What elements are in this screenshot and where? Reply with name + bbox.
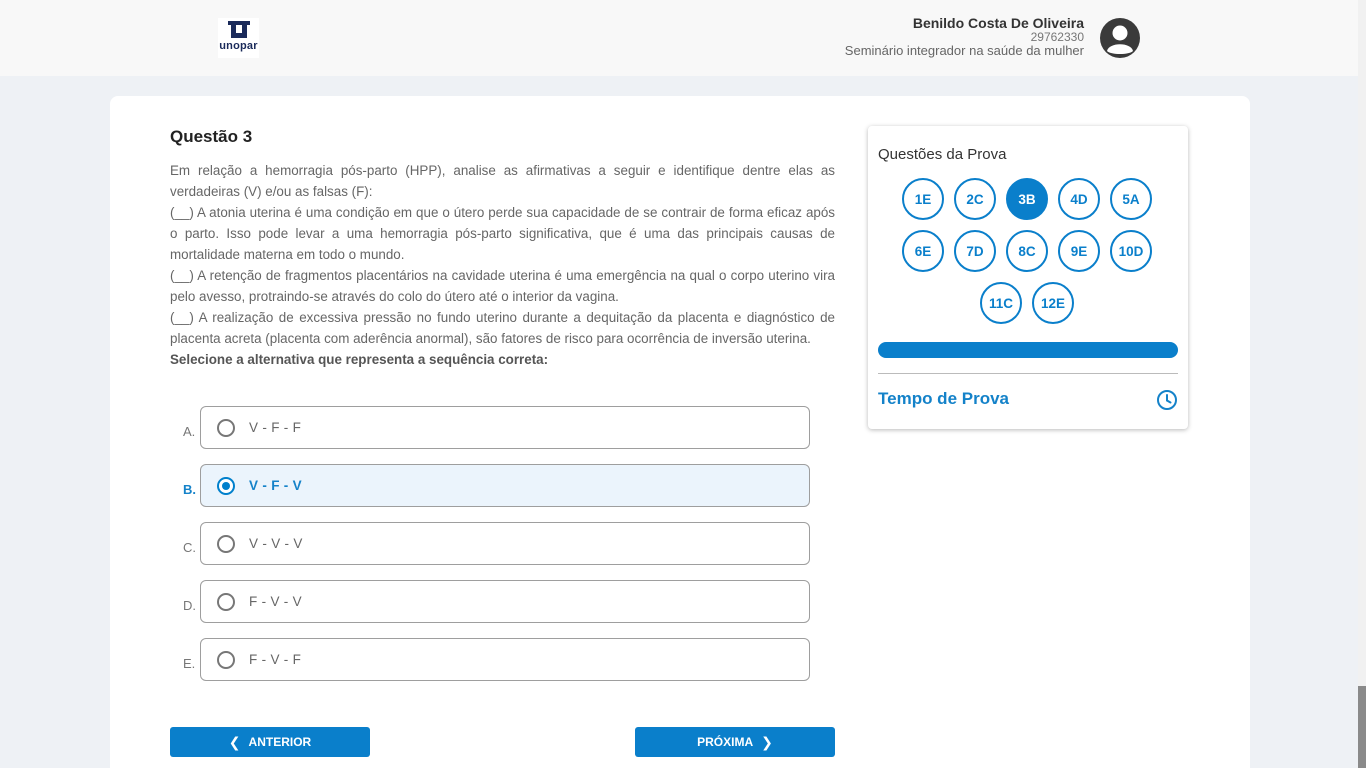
- option-d-text: F - V - V: [249, 594, 302, 609]
- user-avatar-icon[interactable]: [1100, 18, 1140, 58]
- panel-divider: [878, 373, 1178, 374]
- option-e-text: F - V - F: [249, 652, 302, 667]
- question-nav-8[interactable]: 8C: [1006, 230, 1048, 272]
- option-letter-b: B.: [183, 482, 196, 497]
- question-paragraph: (__) A retenção de fragmentos placentários na cavidade uterina é uma emergência na qual o corpo uterino vira pelo avesso, protraindo-se através do colo do útero até o interior da vagina.: [170, 268, 835, 304]
- option-a-text: V - F - F: [249, 420, 302, 435]
- top-bar: [0, 0, 1358, 76]
- question-paragraph: (__) A atonia uterina é uma condição em que o útero perde sua capacidade de se contrair de forma eficaz após o parto. Isso pode levar a uma hemorragia pós-parto significativa, que é uma das principais causas de mortalidade materna em todo o mundo.: [170, 205, 835, 262]
- option-letter-e: E.: [183, 656, 196, 671]
- option-b[interactable]: [200, 464, 810, 507]
- panel-title: Questões da Prova: [878, 146, 1007, 163]
- question-nav-7[interactable]: 7D: [954, 230, 996, 272]
- radio-unchecked-icon[interactable]: [217, 419, 235, 437]
- option-letter-d: D.: [183, 598, 196, 613]
- chevron-right-icon: ❯: [761, 733, 773, 750]
- option-letter-a: A.: [183, 424, 196, 439]
- question-paragraph: Em relação a hemorragia pós-parto (HPP), analise as afirmativas a seguir e identifique dentre elas as verdadeiras (V) e/ou as falsas (F):: [170, 163, 835, 199]
- logo-mark-icon: [228, 21, 250, 39]
- previous-button-label: ANTERIOR: [248, 735, 312, 749]
- next-button[interactable]: [635, 727, 835, 757]
- question-nav-2[interactable]: 2C: [954, 178, 996, 220]
- question-nav-10[interactable]: 10D: [1110, 230, 1152, 272]
- question-nav-6[interactable]: 6E: [902, 230, 944, 272]
- clock-icon[interactable]: [1156, 389, 1178, 411]
- radio-unchecked-icon[interactable]: [217, 535, 235, 553]
- questions-panel: [868, 126, 1188, 429]
- option-d[interactable]: [200, 580, 810, 623]
- question-nav-12[interactable]: 12E: [1032, 282, 1074, 324]
- user-name: Benildo Costa De Oliveira: [912, 15, 1084, 31]
- next-button-label: PRÓXIMA: [697, 735, 754, 749]
- question-nav-9[interactable]: 9E: [1058, 230, 1100, 272]
- question-nav-11[interactable]: 11C: [980, 282, 1022, 324]
- option-a[interactable]: [200, 406, 810, 449]
- scrollbar-thumb[interactable]: [1358, 686, 1366, 768]
- radio-unchecked-icon[interactable]: [217, 593, 235, 611]
- timer-label: Tempo de Prova: [878, 389, 1009, 408]
- user-info: [845, 16, 1084, 57]
- radio-checked-icon[interactable]: [217, 477, 235, 495]
- option-c[interactable]: [200, 522, 810, 565]
- option-e[interactable]: [200, 638, 810, 681]
- option-b-text: V - F - V: [249, 478, 302, 493]
- question-paragraph: (__) A realização de excessiva pressão no fundo uterino durante a dequitação da placenta e diagnóstico de placenta acreta (placenta com aderência anormal), são fatores de risco para ocorrência de inversão uterina.: [170, 310, 835, 346]
- question-nav-1[interactable]: 1E: [902, 178, 944, 220]
- question-nav-5[interactable]: 5A: [1110, 178, 1152, 220]
- logo-text: unopar: [219, 40, 258, 52]
- question-nav-3[interactable]: 3B: [1006, 178, 1048, 220]
- chevron-left-icon: ❮: [228, 733, 241, 750]
- option-letter-c: C.: [183, 540, 196, 555]
- exam-progress-bar: [878, 342, 1178, 358]
- question-title: Questão 3: [170, 127, 253, 146]
- page-scrollbar[interactable]: [1358, 0, 1366, 768]
- previous-button[interactable]: [170, 727, 370, 757]
- question-text: [170, 160, 835, 370]
- radio-unchecked-icon[interactable]: [217, 651, 235, 669]
- question-nav-4[interactable]: 4D: [1058, 178, 1100, 220]
- question-prompt: Selecione a alternativa que representa a sequência correta:: [170, 352, 549, 367]
- option-c-text: V - V - V: [249, 536, 303, 551]
- course-name: Seminário integrador na saúde da mulher: [844, 43, 1084, 58]
- user-id: 29762330: [1030, 30, 1084, 44]
- unopar-logo[interactable]: [218, 18, 259, 58]
